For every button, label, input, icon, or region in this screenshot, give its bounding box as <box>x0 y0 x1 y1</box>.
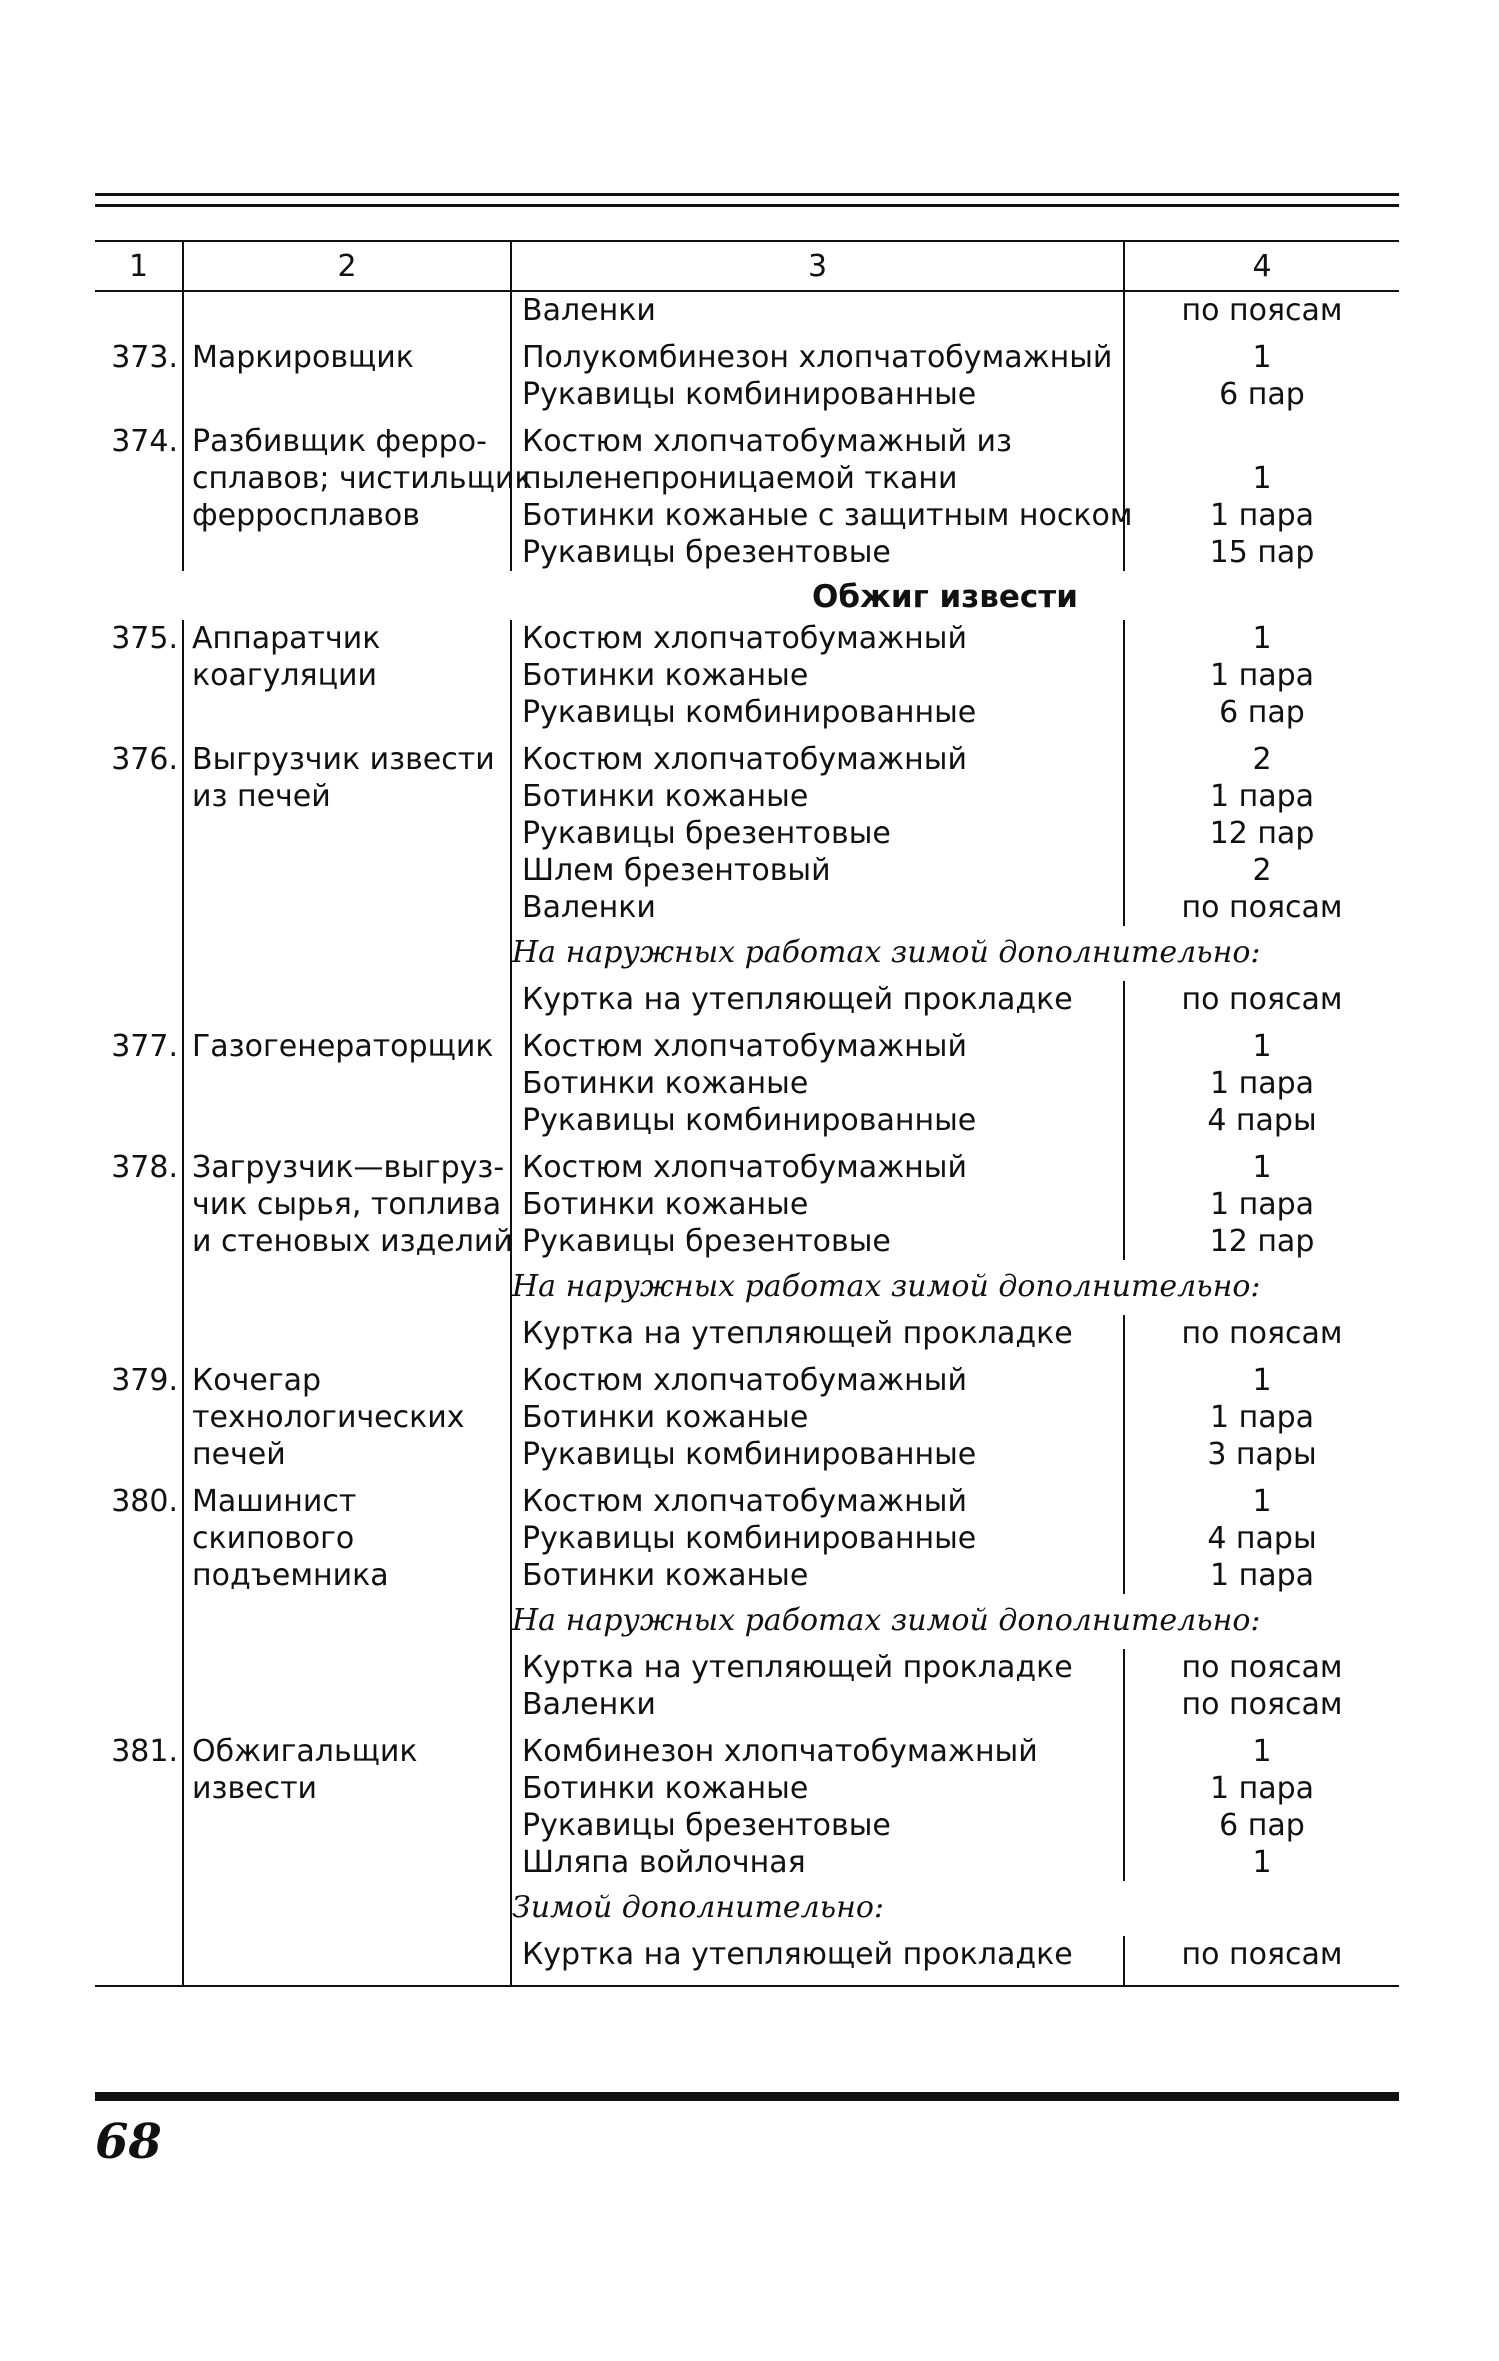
profession-line: из печей <box>192 779 331 814</box>
table-row <box>95 329 1399 413</box>
equipment-items-line: Шлем брезентовый <box>522 853 831 888</box>
equipment-items-line: Костюм хлопчатобумажный <box>522 742 967 777</box>
equipment-items-line: Костюм хлопчатобумажный из <box>522 424 1012 459</box>
profession <box>183 1723 511 1881</box>
equipment-items <box>511 981 1124 1018</box>
profession-line: сплавов; чистильщик <box>192 461 533 496</box>
quantities-line: 6 пар <box>1219 377 1305 412</box>
row-number-empty <box>95 1936 183 1986</box>
table-header <box>95 241 1399 291</box>
equipment-items <box>511 1936 1124 1986</box>
winter-note-2 <box>95 1881 1399 1936</box>
quantities-line: 12 пар <box>1209 816 1315 851</box>
row-number-empty <box>95 981 183 1018</box>
quantities-line: 1 пара <box>1209 1771 1315 1806</box>
equipment-items-line: Куртка на утепляющей прокладке <box>522 1937 1073 1972</box>
profession-line: извести <box>192 1771 318 1806</box>
equipment-items <box>511 1473 1124 1594</box>
section-spacer-2 <box>183 571 511 620</box>
equipment-items-line: пыленепроницаемой ткани <box>522 461 958 496</box>
quantities <box>1124 291 1399 329</box>
winter-note-text: На наружных работах зимой дополнительно: <box>512 1603 1261 1638</box>
row-number: 375. <box>95 620 183 731</box>
row-number: 376. <box>95 731 183 926</box>
equipment-items-line: Костюм хлопчатобумажный <box>522 1150 967 1185</box>
equipment-items-line: Костюм хлопчатобумажный <box>522 621 967 656</box>
top-double-rule <box>95 193 1399 207</box>
note-spacer-2 <box>183 1881 511 1936</box>
quantities-line: 1 <box>1252 1029 1272 1064</box>
equipment-items-line: Ботинки кожаные <box>522 1558 809 1593</box>
equipment-items-line: Комбинезон хлопчатобумажный <box>522 1734 1038 1769</box>
quantities-line: 1 <box>1252 340 1272 375</box>
quantities-line: 1 <box>1252 1363 1272 1398</box>
equipment-items-line: Рукавицы комбинированные <box>522 695 977 730</box>
column-header-4: 4 <box>1124 241 1399 291</box>
equipment-items-line: Куртка на утепляющей прокладке <box>522 982 1073 1017</box>
equipment-items <box>511 620 1124 731</box>
equipment-items-line: Рукавицы брезентовые <box>522 535 891 570</box>
quantities <box>1124 1018 1399 1139</box>
table-row <box>95 620 1399 731</box>
quantities-line: по поясам <box>1181 293 1343 328</box>
profession-line: чик сырья, топлива <box>192 1187 502 1222</box>
winter-note <box>95 926 1399 981</box>
profession-line: Разбивщик ферро- <box>192 424 487 459</box>
quantities-line: 1 пара <box>1209 658 1315 693</box>
equipment-items <box>511 1352 1124 1473</box>
equipment-items-line: Костюм хлопчатобумажный <box>522 1363 967 1398</box>
quantities <box>1124 731 1399 926</box>
profession <box>183 1352 511 1473</box>
quantities <box>1124 620 1399 731</box>
row-number: 377. <box>95 1018 183 1139</box>
profession-empty <box>183 1649 511 1723</box>
quantities-line: 1 <box>1252 461 1272 496</box>
quantities-line: 1 пара <box>1209 1558 1315 1593</box>
equipment-items-line: Ботинки кожаные <box>522 1187 809 1222</box>
quantities <box>1124 1723 1399 1881</box>
row-number: 378. <box>95 1139 183 1260</box>
quantities-line: 1 пара <box>1209 1187 1315 1222</box>
profession <box>183 329 511 413</box>
equipment-items-line: Валенки <box>522 890 656 925</box>
quantities <box>1124 413 1399 571</box>
equipment-items <box>511 1723 1124 1881</box>
profession-line: Газогенераторщик <box>192 1029 494 1064</box>
quantities-line: 12 пар <box>1209 1224 1315 1259</box>
profession-line: скипового <box>192 1521 355 1556</box>
quantities-line <box>1125 423 1399 460</box>
section-heading-row <box>95 571 1399 620</box>
profession <box>183 1473 511 1594</box>
profession-line: Кочегар <box>192 1363 322 1398</box>
page-number: 68 <box>95 2114 162 2170</box>
profession-line: ферросплавов <box>192 498 420 533</box>
equipment-items-line: Рукавицы брезентовые <box>522 1224 891 1259</box>
equipment-items <box>511 1315 1124 1352</box>
equipment-items-line: Куртка на утепляющей прокладке <box>522 1316 1073 1351</box>
column-header-1: 1 <box>95 241 183 291</box>
row-number-empty <box>95 291 183 329</box>
profession-line: Машинист <box>192 1484 357 1519</box>
profession-line: подъемника <box>192 1558 389 1593</box>
quantities <box>1124 981 1399 1018</box>
quantities <box>1124 1473 1399 1594</box>
equipment-items <box>511 1018 1124 1139</box>
quantities-line: 15 пар <box>1209 535 1315 570</box>
table-row-extra <box>95 1649 1399 1723</box>
equipment-items <box>511 291 1124 329</box>
quantities-line: 3 пары <box>1207 1437 1317 1472</box>
table-row <box>95 1139 1399 1260</box>
note-spacer-1 <box>95 1881 183 1936</box>
equipment-items-line: Полукомбинезон хлопчатобумажный <box>522 340 1113 375</box>
ppe-table <box>95 240 1399 1987</box>
bottom-thick-rule <box>95 2092 1399 2101</box>
equipment-items-line: Рукавицы брезентовые <box>522 1808 891 1843</box>
quantities-line: 1 пара <box>1209 1066 1315 1101</box>
quantities-line: по поясам <box>1181 890 1343 925</box>
quantities-line: 1 <box>1252 1484 1272 1519</box>
row-number: 373. <box>95 329 183 413</box>
quantities <box>1124 1352 1399 1473</box>
equipment-items <box>511 413 1133 571</box>
quantities-line: по поясам <box>1181 982 1343 1017</box>
note-spacer-1 <box>95 1594 183 1649</box>
profession-line: и стеновых изделий <box>192 1224 513 1259</box>
row-number-empty <box>95 1649 183 1723</box>
equipment-items-line: Рукавицы комбинированные <box>522 377 977 412</box>
quantities <box>1124 1139 1399 1260</box>
profession-empty <box>183 981 511 1018</box>
quantities-line: 1 пара <box>1209 498 1315 533</box>
equipment-items-line: Валенки <box>522 293 656 328</box>
section-title: Обжиг извести <box>812 579 1078 615</box>
profession <box>183 620 511 731</box>
table-row-extra <box>95 291 1399 329</box>
profession <box>183 1139 511 1260</box>
quantities <box>1124 1649 1399 1723</box>
quantities-line: 1 <box>1252 1150 1272 1185</box>
quantities-line: 4 пары <box>1207 1521 1317 1556</box>
table-row-extra <box>95 1315 1399 1352</box>
profession-empty <box>183 1315 511 1352</box>
table-row <box>95 1723 1399 1881</box>
table-row <box>95 413 1399 571</box>
quantities-line: 6 пар <box>1219 1808 1305 1843</box>
equipment-items-line: Рукавицы комбинированные <box>522 1521 977 1556</box>
equipment-items-line: Ботинки кожаные с защитным носком <box>522 498 1133 533</box>
equipment-items-line: Ботинки кожаные <box>522 1771 809 1806</box>
equipment-items-line: Костюм хлопчатобумажный <box>522 1484 967 1519</box>
profession-empty <box>183 291 511 329</box>
profession-line: коагуляции <box>192 658 378 693</box>
equipment-items-line: Рукавицы комбинированные <box>522 1103 977 1138</box>
profession-empty <box>183 1936 511 1986</box>
row-number: 380. <box>95 1473 183 1594</box>
row-number-empty <box>95 1315 183 1352</box>
note-spacer-2 <box>183 1594 511 1649</box>
quantities <box>1124 1315 1399 1352</box>
quantities <box>1124 1936 1399 1986</box>
row-number: 379. <box>95 1352 183 1473</box>
equipment-items-line: Рукавицы комбинированные <box>522 1437 977 1472</box>
note-spacer-2 <box>183 926 511 981</box>
quantities-line: по поясам <box>1181 1316 1343 1351</box>
section-spacer-1 <box>95 571 183 620</box>
table-row <box>95 731 1399 926</box>
table-row <box>95 1352 1399 1473</box>
profession-line: Выгрузчик извести <box>192 742 495 777</box>
quantities-line: по поясам <box>1181 1937 1343 1972</box>
quantities-line: 6 пар <box>1219 695 1305 730</box>
quantities-line: 2 <box>1252 853 1272 888</box>
profession <box>183 731 511 926</box>
column-header-3: 3 <box>511 241 1124 291</box>
column-header-2: 2 <box>183 241 511 291</box>
equipment-items-line: Ботинки кожаные <box>522 1066 809 1101</box>
equipment-items-line: Куртка на утепляющей прокладке <box>522 1650 1073 1685</box>
quantities-line: 2 <box>1252 742 1272 777</box>
equipment-items <box>511 731 1124 926</box>
table-row <box>95 1473 1399 1594</box>
winter-note-2-text: Зимой дополнительно: <box>512 1890 885 1925</box>
row-number: 381. <box>95 1723 183 1881</box>
table-row-extra <box>95 1936 1399 1986</box>
profession <box>183 1018 511 1139</box>
quantities-line: по поясам <box>1181 1650 1343 1685</box>
winter-note-text: На наружных работах зимой дополнительно: <box>512 935 1261 970</box>
equipment-items <box>511 1139 1124 1260</box>
profession-line: Маркировщик <box>192 340 414 375</box>
quantities-line: 1 пара <box>1209 779 1315 814</box>
equipment-items <box>511 329 1124 413</box>
note-spacer-1 <box>95 1260 183 1315</box>
winter-note <box>95 1260 1399 1315</box>
equipment-items-line: Валенки <box>522 1687 656 1722</box>
profession-line: Загрузчик—выгруз- <box>192 1150 505 1185</box>
profession <box>183 413 533 571</box>
quantities-line: 1 пара <box>1209 1400 1315 1435</box>
table-row <box>95 1018 1399 1139</box>
equipment-items-line: Ботинки кожаные <box>522 779 809 814</box>
quantities-line: 1 <box>1252 1845 1272 1880</box>
equipment-items-line: Ботинки кожаные <box>522 658 809 693</box>
quantities-line: 1 <box>1252 1734 1272 1769</box>
winter-note <box>95 1594 1399 1649</box>
equipment-items-line: Шляпа войлочная <box>522 1845 806 1880</box>
note-spacer-2 <box>183 1260 511 1315</box>
profession-line: Обжигальщик <box>192 1734 418 1769</box>
equipment-items-line: Костюм хлопчатобумажный <box>522 1029 967 1064</box>
winter-note-text: На наружных работах зимой дополнительно: <box>512 1269 1261 1304</box>
equipment-items-line: Ботинки кожаные <box>522 1400 809 1435</box>
equipment-items <box>511 1649 1124 1723</box>
note-spacer-1 <box>95 926 183 981</box>
profession-line: технологических <box>192 1400 465 1435</box>
equipment-items-line: Рукавицы брезентовые <box>522 816 891 851</box>
quantities-line: 1 <box>1252 621 1272 656</box>
table-row-extra <box>95 981 1399 1018</box>
quantities-line: 4 пары <box>1207 1103 1317 1138</box>
quantities <box>1124 329 1399 413</box>
row-number: 374. <box>95 413 183 571</box>
quantities-line: по поясам <box>1181 1687 1343 1722</box>
profession-line: печей <box>192 1437 286 1472</box>
profession-line: Аппаратчик <box>192 621 381 656</box>
